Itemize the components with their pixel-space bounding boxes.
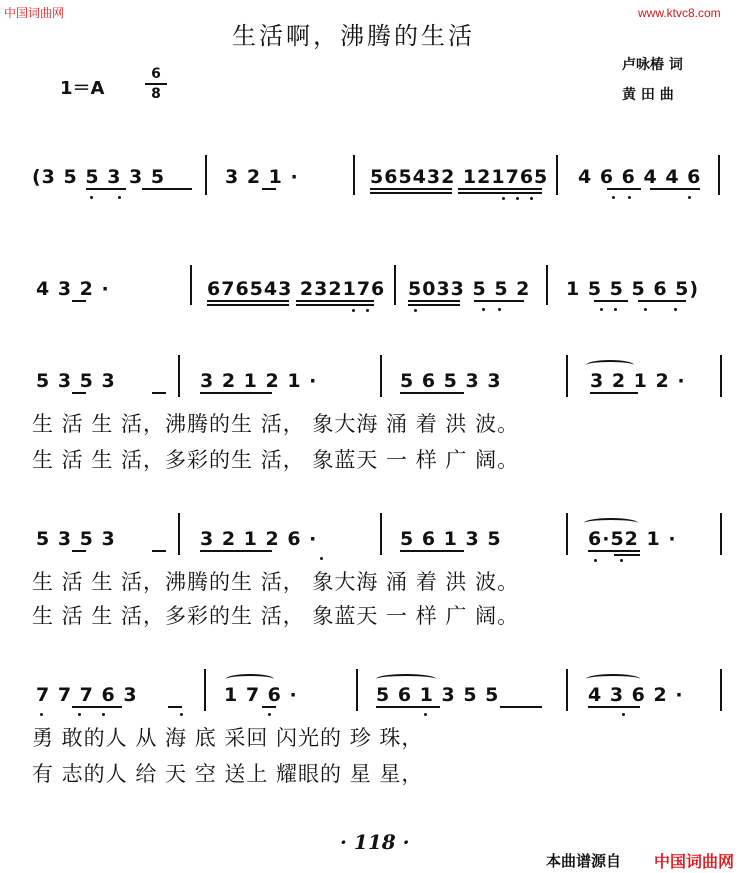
bar-line — [178, 355, 180, 397]
bar-line — [380, 513, 382, 555]
measure-notes: 676543 232176 — [207, 278, 386, 300]
low-octave-dot — [424, 713, 427, 716]
measure-notes: 4 3 2 · — [36, 278, 110, 300]
bar-line — [720, 513, 722, 555]
watermark-site-name: 中国词曲网 — [4, 6, 65, 20]
beam — [72, 300, 86, 302]
beam — [200, 392, 272, 394]
low-octave-dot — [502, 197, 505, 200]
time-signature-top: 6 — [151, 66, 161, 82]
slur — [586, 674, 640, 684]
key-signature: 1＝A — [60, 78, 105, 99]
measure-notes: 3 2 1 2 6 · — [200, 528, 318, 550]
measure-notes: 4 6 6 4 4 6 — [578, 166, 702, 188]
measure-notes: 1 5 5 5 6 5) — [566, 278, 700, 300]
bar-line — [178, 513, 180, 555]
time-signature-bottom: 8 — [151, 86, 161, 102]
beam — [594, 300, 628, 302]
composer-credit: 黄 田 曲 — [622, 87, 674, 103]
bar-line — [720, 355, 722, 397]
low-octave-dot — [620, 559, 623, 562]
bar-line — [556, 155, 558, 195]
beam — [588, 550, 640, 552]
bar-line — [394, 265, 396, 305]
measure-notes: 565432 121765 — [370, 166, 549, 188]
low-octave-dot — [530, 197, 533, 200]
low-octave-dot — [78, 713, 81, 716]
beam — [458, 192, 542, 194]
beam — [262, 188, 276, 190]
bar-line — [566, 669, 568, 711]
low-octave-dot — [268, 713, 271, 716]
beam — [152, 392, 166, 394]
lyricist-credit: 卢咏椿 词 — [622, 57, 683, 73]
low-octave-dot — [594, 559, 597, 562]
beam — [638, 300, 686, 302]
beam — [296, 300, 374, 302]
low-octave-dot — [498, 308, 501, 311]
low-octave-dot — [320, 557, 323, 560]
beam — [207, 300, 289, 302]
low-octave-dot — [40, 713, 43, 716]
beam — [607, 188, 641, 190]
beam — [370, 188, 452, 190]
beam — [408, 304, 460, 306]
beam — [400, 392, 464, 394]
bar-line — [546, 265, 548, 305]
low-octave-dot — [366, 309, 369, 312]
measure-notes: 5 6 1 3 5 — [400, 528, 502, 550]
measure-notes: 5 3 5 3 — [36, 528, 116, 550]
beam — [152, 550, 166, 552]
beam — [650, 188, 700, 190]
page-number: · 118 · — [340, 830, 410, 854]
beam — [262, 706, 276, 708]
beam — [168, 706, 182, 708]
measure-notes: 4 3 6 2 · — [588, 684, 684, 706]
low-octave-dot — [118, 196, 121, 199]
low-octave-dot — [628, 196, 631, 199]
lyrics-verse-1: 勇 敢的人 从 海 底 采回 闪光的 珍 珠， — [32, 726, 424, 750]
low-octave-dot — [644, 308, 647, 311]
lyrics-verse-1: 生 活 生 活，沸腾的生 活， 象大海 涌 着 洪 波。 — [32, 570, 520, 594]
bar-line — [190, 265, 192, 305]
low-octave-dot — [614, 308, 617, 311]
beam — [72, 392, 86, 394]
beam — [86, 188, 126, 190]
beam — [590, 392, 638, 394]
bar-line — [204, 669, 206, 711]
measure-notes: 6·52 1 · — [588, 528, 677, 550]
bar-line — [356, 669, 358, 711]
low-octave-dot — [482, 308, 485, 311]
lyrics-verse-2: 生 活 生 活，多彩的生 活， 象蓝天 一 样 广 阔。 — [32, 448, 520, 472]
measure-notes: 5 6 5 3 3 — [400, 370, 502, 392]
low-octave-dot — [180, 713, 183, 716]
measure-notes: (3 5 5 3 3 5 — [32, 166, 166, 188]
measure-notes: 3 2 1 · — [225, 166, 299, 188]
beam — [500, 706, 542, 708]
beam — [408, 300, 460, 302]
measure-notes: 5033 5 5 2 — [408, 278, 531, 300]
bar-line — [718, 155, 720, 195]
lyrics-verse-1: 生 活 生 活，沸腾的生 活， 象大海 涌 着 洪 波。 — [32, 412, 520, 436]
low-octave-dot — [516, 197, 519, 200]
bar-line — [353, 155, 355, 195]
slur — [226, 674, 274, 684]
low-octave-dot — [352, 309, 355, 312]
beam — [72, 550, 86, 552]
slur — [376, 674, 436, 684]
beam — [458, 188, 542, 190]
measure-notes: 7 7 7 6 3 — [36, 684, 138, 706]
low-octave-dot — [612, 196, 615, 199]
slur — [584, 518, 638, 528]
beam — [376, 706, 440, 708]
low-octave-dot — [674, 308, 677, 311]
bar-line — [380, 355, 382, 397]
measure-notes: 1 7 6 · — [224, 684, 298, 706]
low-octave-dot — [102, 713, 105, 716]
low-octave-dot — [688, 196, 691, 199]
low-octave-dot — [90, 196, 93, 199]
beam — [207, 304, 289, 306]
source-site-name: 中国词曲网 — [654, 852, 735, 871]
beam — [588, 706, 640, 708]
measure-notes: 3 2 1 2 · — [590, 370, 686, 392]
measure-notes: 3 2 1 2 1 · — [200, 370, 318, 392]
slur — [586, 360, 634, 370]
lyrics-verse-2: 生 活 生 活，多彩的生 活， 象蓝天 一 样 广 阔。 — [32, 604, 520, 628]
measure-notes: 5 3 5 3 — [36, 370, 116, 392]
time-signature — [145, 66, 167, 102]
time-signature-line — [145, 83, 167, 85]
bar-line — [205, 155, 207, 195]
beam — [614, 554, 640, 556]
beam — [370, 192, 452, 194]
beam — [72, 706, 122, 708]
bar-line — [566, 513, 568, 555]
bar-line — [566, 355, 568, 397]
song-title: 生活啊，沸腾的生活 — [232, 22, 475, 50]
lyrics-verse-2: 有 志的人 给 天 空 送上 耀眼的 星 星， — [32, 762, 424, 786]
watermark-url[interactable]: www.ktvc8.com — [638, 6, 721, 20]
beam — [400, 550, 464, 552]
low-octave-dot — [600, 308, 603, 311]
measure-notes: 5 6 1 3 5 5 — [376, 684, 500, 706]
beam — [296, 304, 374, 306]
beam — [474, 300, 524, 302]
source-label: 本曲谱源自 — [546, 852, 622, 870]
low-octave-dot — [414, 309, 417, 312]
low-octave-dot — [622, 713, 625, 716]
bar-line — [720, 669, 722, 711]
beam — [200, 550, 272, 552]
beam — [142, 188, 192, 190]
